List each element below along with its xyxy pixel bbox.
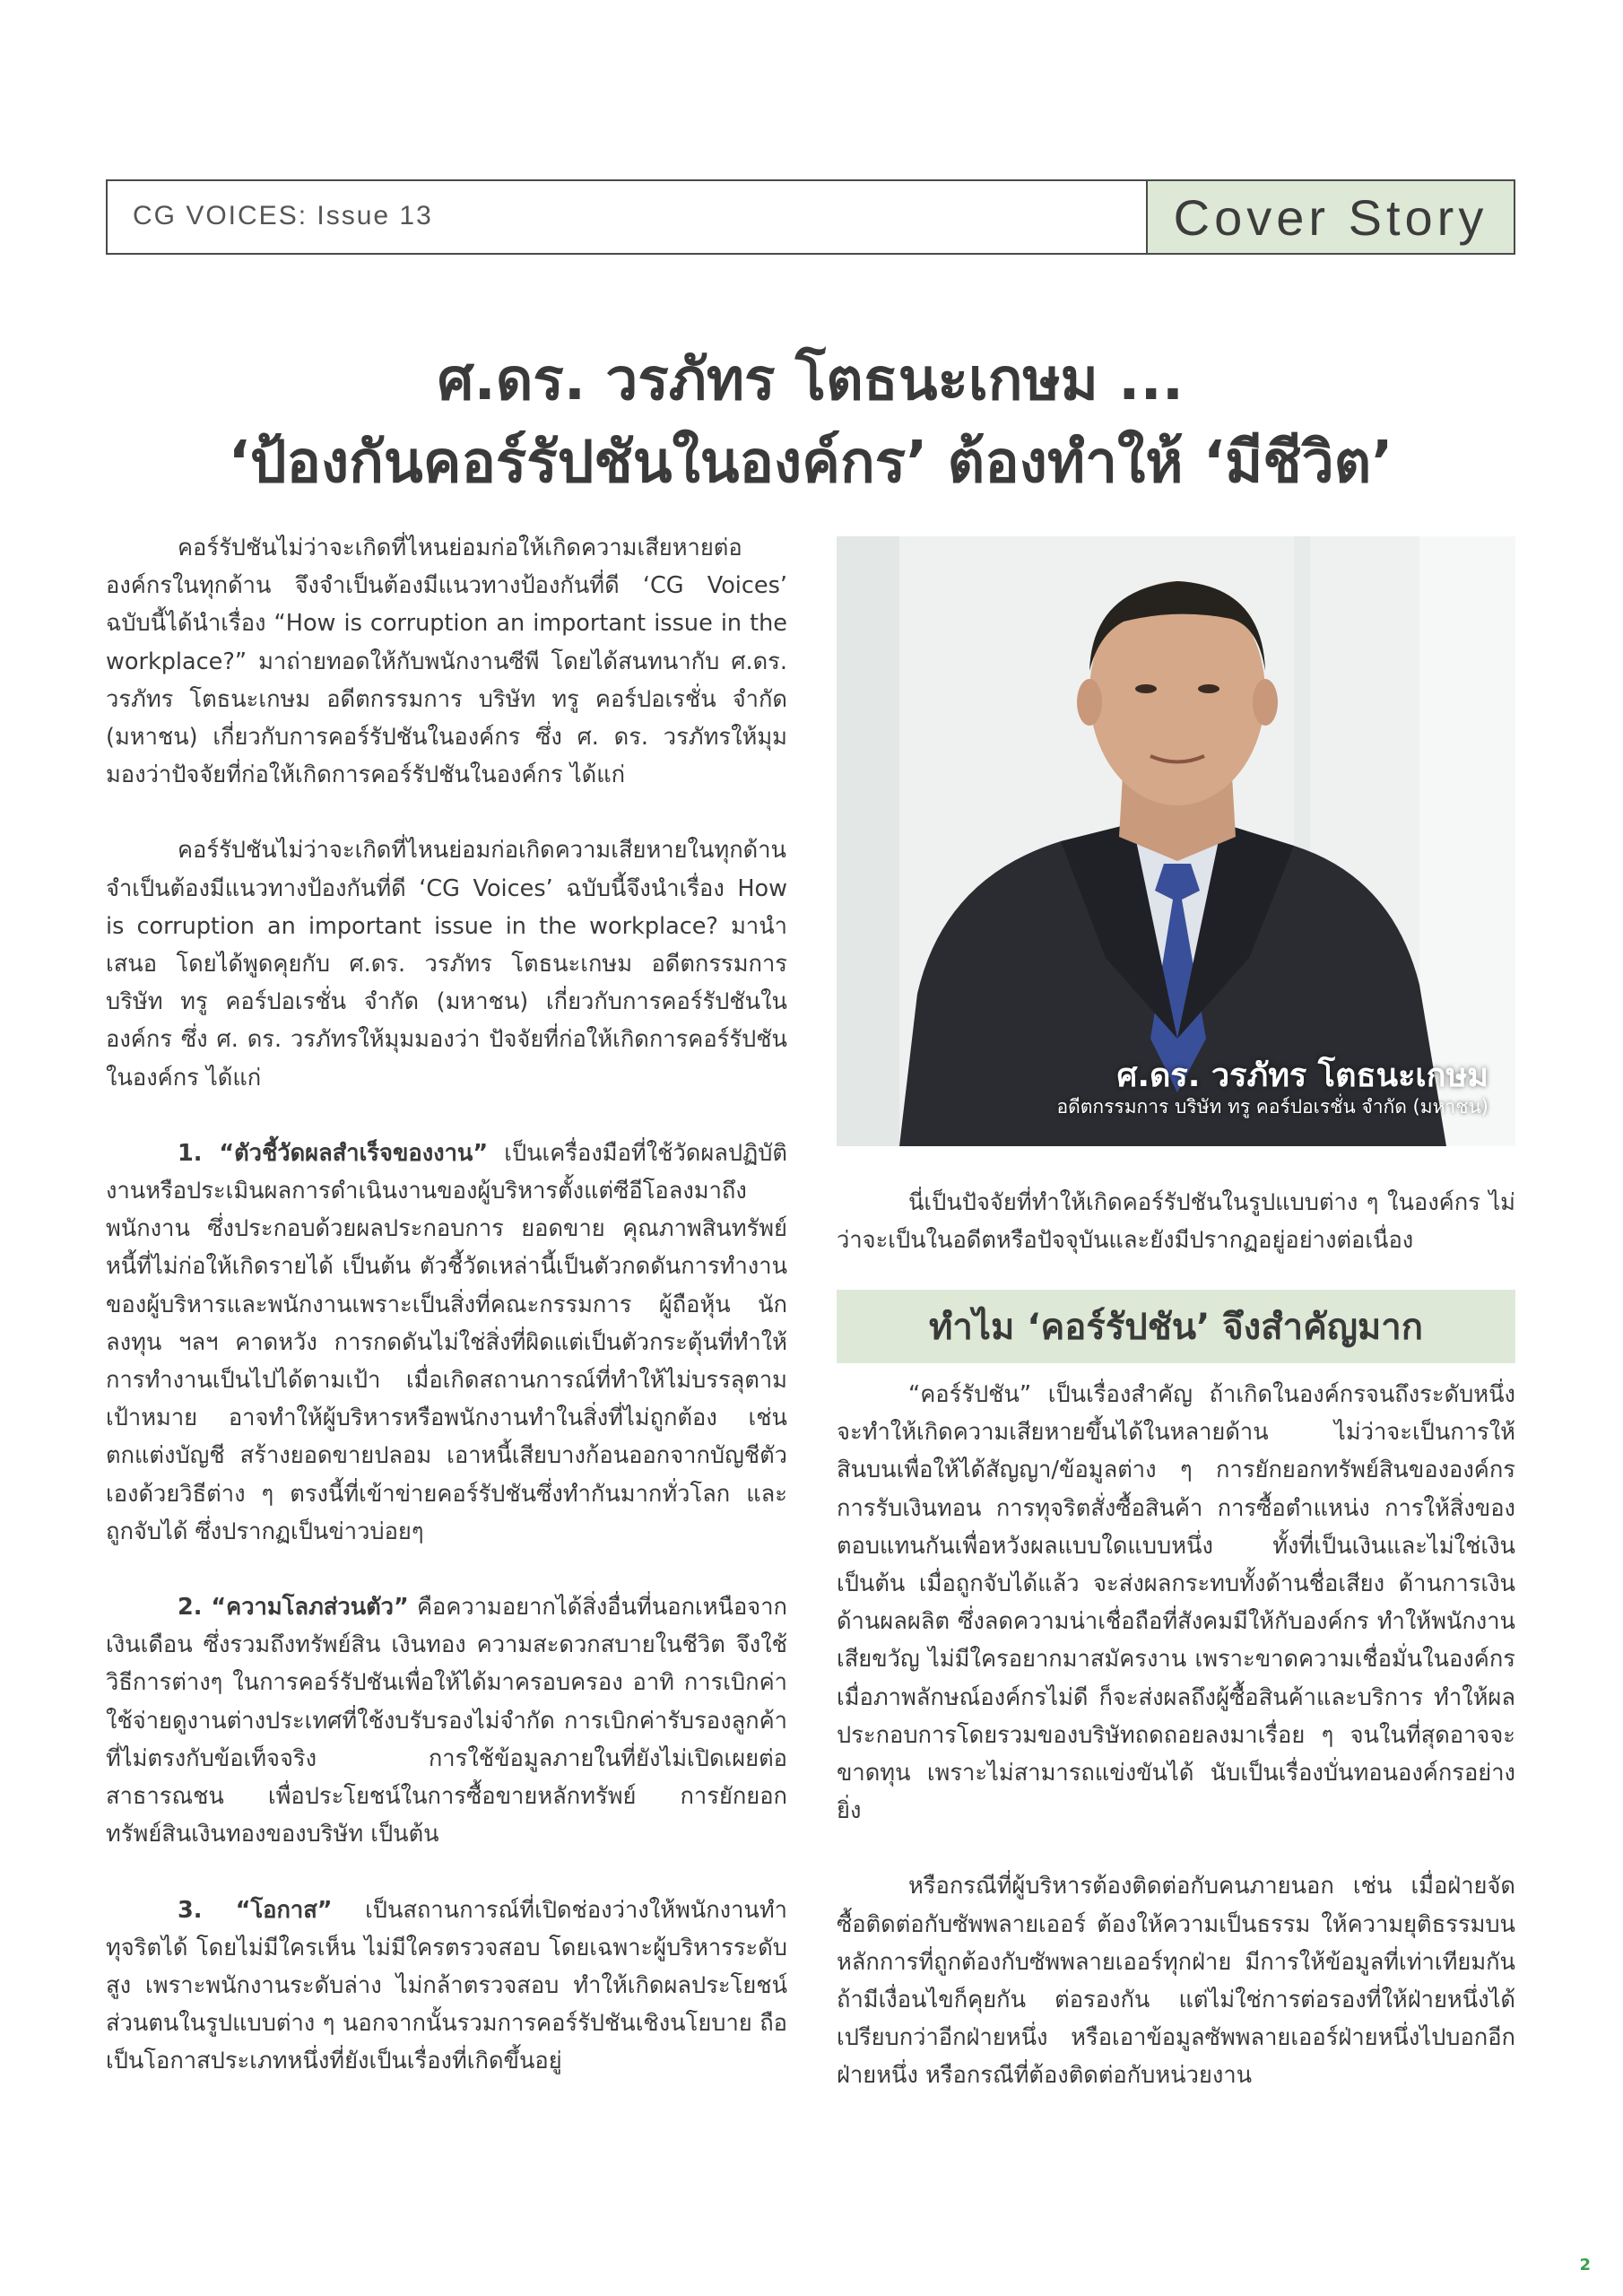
header-bar — [106, 179, 1515, 255]
right-column-bottom — [837, 1376, 1515, 2095]
portrait-photo — [837, 536, 1515, 1146]
right-paragraph-3: หรือกรณีที่ผู้บริหารต้องติดต่อกับคนภายนอก เช่น เมื่อฝ่ายจัดซื้อติดต่อกับซัพพลายเออร์ ต้องให้ความเป็นธรรม ให้ความยุติธรรมบนหลักการที่ถูกต้องกับซัพพลายเออร์ทุกฝ่าย มีการให้ข้อมูลที่เท่าเทียมกัน ถ้ามีเงื่อนไขก็คุยกัน ต่อรองกัน แต่ไม่ใช่การต่อรองที่ให้ฝ่ายหนึ่งได้เปรียบกว่าอีกฝ่ายหนึ่ง หรือเอาข้อมูลซัพพลายเออร์ฝ่ายหนึ่งไปบอกอีกฝ่ายหนึ่ง หรือกรณีที่ต้องติดต่อกับหน่วยงาน — [837, 1873, 1515, 2090]
intro-paragraph-2: คอร์รัปชันไม่ว่าจะเกิดที่ไหนย่อมก่อเกิดความเสียหายในทุกด้าน จำเป็นต้องมีแนวทางป้องกันที่ดี ‘CG Voices’ ฉบับนี้จึงนำเรื่อง How is corruption an important issue in the workplace? มานำเสนอ โดยได้พูดคุยกับ ศ.ดร. วรภัทร โตธนะเกษม อดีตกรรมการ บริษัท ทรู คอร์ปอเรชั่น จำกัด (มหาชน) เกี่ยวกับการคอร์รัปชันในองค์กร ซึ่ง ศ. ดร. วรภัทรให้มุมมองว่า ปัจจัยที่ก่อให้เกิดการคอร์รัปชันในองค์กร ได้แก่ — [106, 837, 787, 1091]
issue-label: CG VOICES: Issue 13 — [133, 201, 433, 230]
factor-3-paragraph — [106, 1892, 787, 2081]
photo-caption-name: ศ.ดร. วรภัทร โตธนะเกษม — [1116, 1057, 1488, 1094]
factor-1-text: เป็นเครื่องมือที่ใช้วัดผลปฏิบัติงานหรือประเมินผลการดำเนินงานของผู้บริหารตั้งแต่ซีอีโอลงมาถึงพนักงาน ซึ่งประกอบด้วยผลประกอบการ ยอดขาย คุณภาพสินทรัพย์ หนี้ที่ไม่ก่อให้เกิดรายได้ เป็นต้น ตัวชี้วัดเหล่านี้เป็นตัวกดดันการทำงานของผู้บริหารและพนักงานเพราะเป็นสิ่งที่คณะกรรมการ ผู้ถือหุ้น นักลงทุน ฯลฯ คาดหวัง การกดดันไม่ใช่สิ่งที่ผิดแต่เป็นตัวกระตุ้นที่ทำให้การทำงานเป็นไปได้ตามเป้า เมื่อเกิดสถานการณ์ที่ทำให้ไม่บรรลุตามเป้าหมาย อาจทำให้ผู้บริหารหรือพนักงานทำในสิ่งที่ไม่ถูกต้อง เช่น ตกแต่งบัญชี สร้างยอดขายปลอม เอาหนี้เสียบางก้อนออกจากบัญชีตัวเองด้วยวิธีต่าง ๆ ตรงนี้ที่เข้าข่ายคอร์รัปชันซึ่งทำกันมากทั่วโลก และถูกจับได้ ซึ่งปรากฏเป็นข่าวบ่อยๆ — [106, 1139, 787, 1545]
page-number: 2 — [1579, 2256, 1591, 2274]
section-label: Cover Story — [1146, 181, 1514, 253]
right-column-top — [837, 1184, 1515, 1259]
factor-2-title: 2. “ความโลภส่วนตัว” — [178, 1594, 409, 1622]
left-column — [106, 529, 787, 2081]
photo-caption-title: อดีตกรรมการ บริษัท ทรู คอร์ปอเรชั่น จำกัด (มหาชน) — [1056, 1096, 1488, 1118]
factor-2-paragraph — [106, 1588, 787, 1853]
intro-paragraph-1: คอร์รัปชันไม่ว่าจะเกิดที่ไหนย่อมก่อให้เกิดความเสียหายต่อองค์กรในทุกด้าน จึงจำเป็นต้องมีแนวทางป้องกันที่ดี ‘CG Voices’ ฉบับนี้ได้นำเรื่อง “How is corruption an important issue in the workplace?” มาถ่ายทอดให้กับพนักงานซีพี โดยได้สนทนากับ ศ.ดร. วรภัทร โตธนะเกษม อดีตกรรมการ บริษัท ทรู คอร์ปอเรชั่น จำกัด (มหาชน) เกี่ยวกับการคอร์รัปชันในองค์กร ซึ่ง ศ. ดร. วรภัทรให้มุมมองว่าปัจจัยที่ก่อให้เกิดการคอร์รัปชันในองค์กร ได้แก่ — [106, 535, 787, 789]
factor-1-paragraph — [106, 1135, 787, 1551]
subheading: ทำไม ‘คอร์รัปชัน’ จึงสำคัญมาก — [837, 1290, 1515, 1363]
right-paragraph-2: “คอร์รัปชัน” เป็นเรื่องสำคัญ ถ้าเกิดในองค์กรจนถึงระดับหนึ่งจะทำให้เกิดความเสียหายขึ้นได้ในหลายด้าน ไม่ว่าจะเป็นการให้สินบนเพื่อให้ได้สัญญา/ข้อมูลต่าง ๆ การยักยอกทรัพย์สินขององค์กร การรับเงินทอน การทุจริตสั่งซื้อสินค้า การซื้อตำแหน่ง การให้สิ่งของตอบแทนกันเพื่อหวังผลแบบใดแบบหนึ่ง ทั้งที่เป็นเงินและไม่ใช่เงิน เป็นต้น เมื่อถูกจับได้แล้ว จะส่งผลกระทบทั้งด้านชื่อเสียง ด้านการเงิน ด้านผลผลิต ซึ่งลดความน่าเชื่อถือที่สังคมมีให้กับองค์กร ทำให้พนักงานเสียขวัญ ไม่มีใครอยากมาสมัครงาน เพราะขาดความเชื่อมั่นในองค์กร เมื่อภาพลักษณ์องค์กรไม่ดี ก็จะส่งผลถึงผู้ซื้อสินค้าและบริการ ทำให้ผลประกอบการโดยรวมของบริษัทถดถอยลงมาเรื่อย ๆ จนในที่สุดอาจจะขาดทุน เพราะไม่สามารถแข่งขันได้ นับเป็นเรื่องบั่นทอนองค์กรอย่างยิ่ง — [837, 1381, 1515, 1825]
factor-3-title: 3. “โอกาส” — [178, 1896, 333, 1924]
headline-line-1: ศ.ดร. วรภัทร โตธนะเกษม ... — [437, 347, 1185, 413]
factor-1-title: 1. “ตัวชี้วัดผลสำเร็จของงาน” — [178, 1139, 489, 1167]
factor-3-text: เป็นสถานการณ์ที่เปิดช่องว่างให้พนักงานทำทุจริตได้ โดยไม่มีใครเห็น ไม่มีใครตรวจสอบ โดยเฉพาะผู้บริหารระดับสูง เพราะพนักงานระดับล่าง ไม่กล้าตรวจสอบ ทำให้เกิดผลประโยชน์ส่วนตนในรูปแบบต่าง ๆ นอกจากนั้นรวมการคอร์รัปชันเชิงนโยบาย ถือเป็นโอกาสประเภทหนึ่งที่ยังเป็นเรื่องที่เกิดขึ้นอยู่ — [106, 1896, 787, 2075]
headline-line-2: ‘ป้องกันคอร์รัปชันในองค์กร’ ต้องทำให้ ‘มีชีวิต’ — [228, 430, 1393, 496]
factor-2-text: คือความอยากได้สิ่งอื่นที่นอกเหนือจากเงินเดือน ซึ่งรวมถึงทรัพย์สิน เงินทอง ความสะดวกสบายในชีวิต จึงใช้วิธีการต่างๆ ในการคอร์รัปชันเพื่อให้ได้มาครอบครอง อาทิ การเบิกค่าใช้จ่ายดูงานต่างประเทศที่ใช้งบรับรองไม่จำกัด การเบิกค่ารับรองลูกค้าที่ไม่ตรงกับข้อเท็จจริง การใช้ข้อมูลภายในที่ยังไม่เปิดเผยต่อสาธารณชน เพื่อประโยชน์ในการซื้อขายหลักทรัพย์ การยักยอกทรัพย์สินเงินทองของบริษัท เป็นต้น — [106, 1594, 787, 1848]
right-paragraph-1: นี่เป็นปัจจัยที่ทำให้เกิดคอร์รัปชันในรูปแบบต่าง ๆ ในองค์กร ไม่ว่าจะเป็นในอดีตหรือปัจจุบันและยังมีปรากฏอยู่อย่างต่อเนื่อง — [837, 1189, 1515, 1255]
headline — [106, 339, 1515, 504]
